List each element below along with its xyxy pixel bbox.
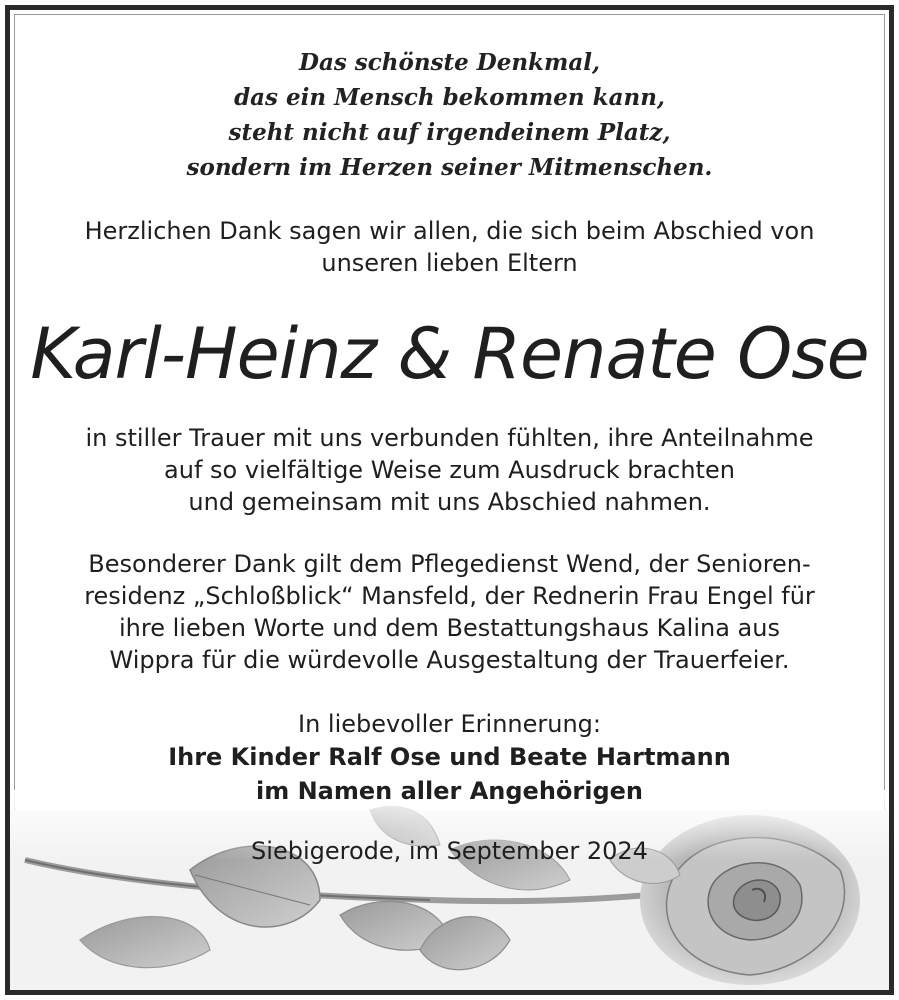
signer-line: Ihre Kinder Ralf Ose und Beate Hartmann — [168, 743, 731, 771]
poem-line: sondern im Herzen seiner Mitmenschen. — [186, 154, 713, 181]
body-line: und gemeinsam mit uns Abschied nahmen. — [188, 488, 711, 516]
poem-line: steht nicht auf irgendeinem Platz, — [228, 119, 671, 146]
body-line: in stiller Trauer mit uns verbunden fühlten, ihre Anteilnahme — [85, 424, 814, 452]
special-thanks-line: residenz „Schloßblick“ Mansfeld, der Rednerin Frau Engel für — [84, 582, 815, 610]
body-line: auf so vielfältige Weise zum Ausdruck brachten — [164, 456, 735, 484]
place-date: Siebigerode, im September 2024 — [251, 837, 648, 865]
deceased-name: Karl-Heinz & Renate Ose — [30, 313, 869, 395]
special-thanks-line: Wippra für die würdevolle Ausgestaltung der Trauerfeier. — [109, 646, 790, 674]
rose-image — [10, 790, 889, 990]
obituary-frame — [5, 5, 894, 995]
special-thanks — [10, 548, 889, 676]
intro-line: Herzlichen Dank sagen wir allen, die sich beim Abschied von — [84, 217, 815, 245]
special-thanks-line: ihre lieben Worte und dem Bestattungshaus Kalina aus — [119, 614, 780, 642]
special-thanks-line: Besonderer Dank gilt dem Pflegedienst Wend, der Senioren- — [88, 550, 811, 578]
memorial-poem — [10, 45, 889, 185]
thanks-intro — [10, 215, 889, 279]
signer-line: im Namen aller Angehörigen — [255, 777, 643, 805]
signers — [10, 740, 889, 808]
intro-line: unseren lieben Eltern — [321, 249, 578, 277]
thanks-body — [10, 422, 889, 518]
poem-line: Das schönste Denkmal, — [299, 49, 600, 76]
closing-phrase: In liebevoller Erinnerung: — [298, 710, 601, 738]
poem-line: das ein Mensch bekommen kann, — [234, 84, 665, 111]
